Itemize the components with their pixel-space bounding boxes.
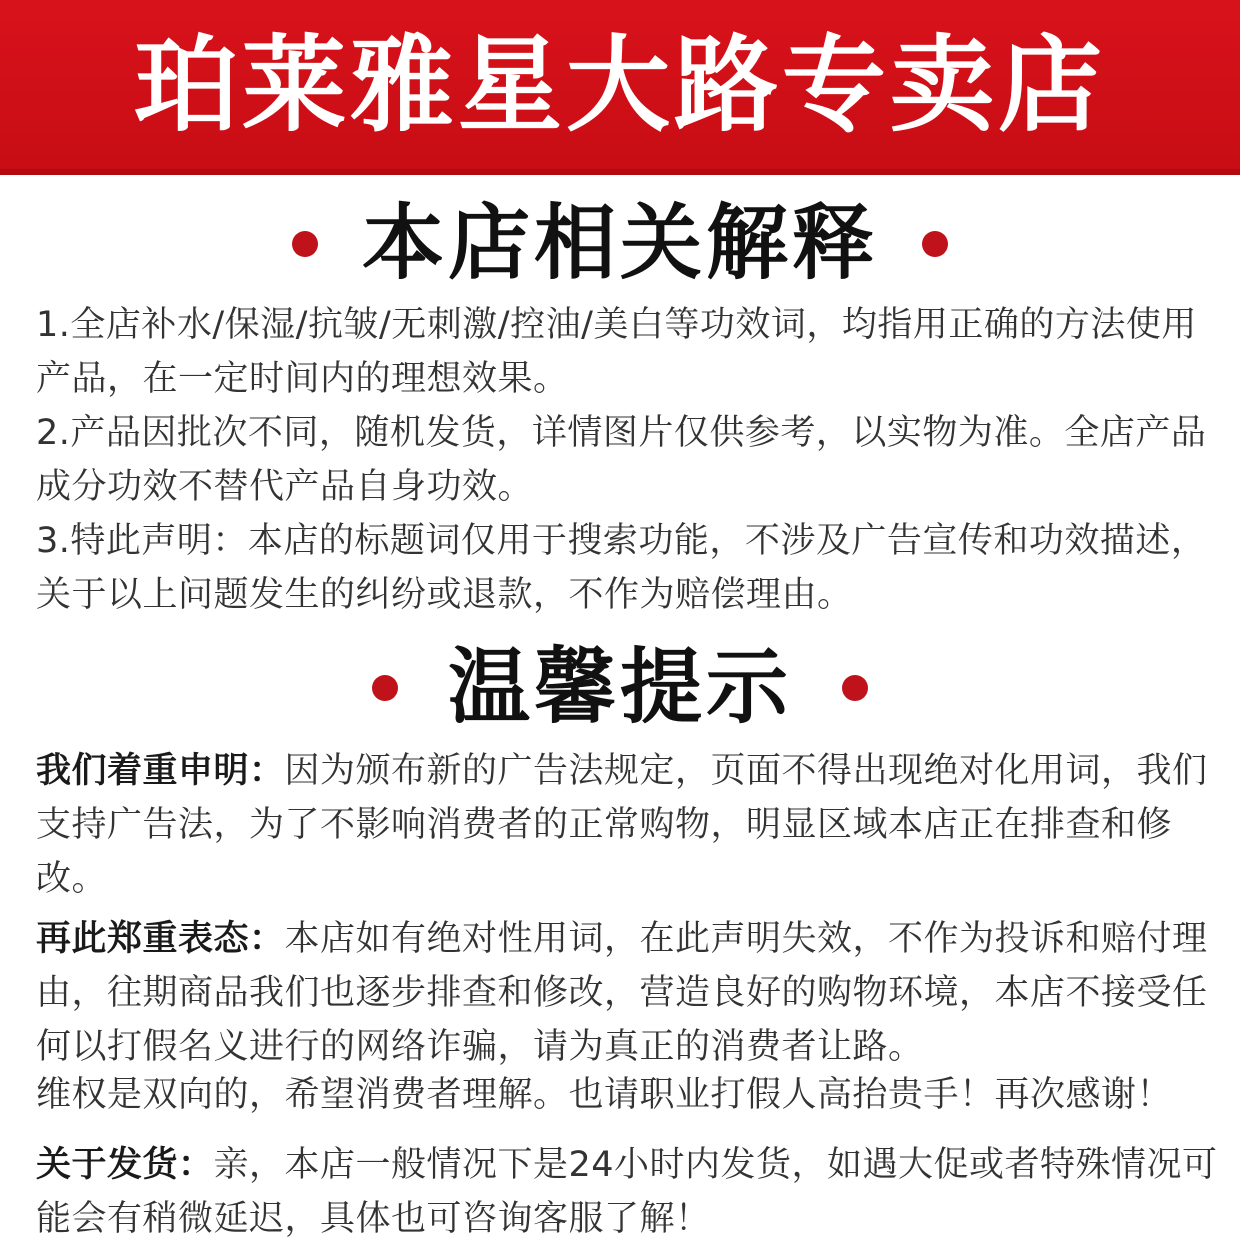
declaration-label: 再此郑重表态： — [36, 919, 285, 959]
appeal-paragraph: 维权是双向的，希望消费者理解。也请职业打假人高抬贵手！再次感谢！ — [36, 1075, 1173, 1115]
store-banner — [0, 0, 1240, 175]
explanation-item-1: 1.全店补水/保湿/抗皱/无刺激/控油/美白等功效词，均指用正确的方法使用产品，在一定时间内的理想效果。 — [36, 305, 1197, 399]
store-title: 珀莱雅星大路专卖店 — [133, 23, 1106, 146]
statement-paragraph — [36, 744, 1226, 906]
shipping-text: 亲，本店一般情况下是24小时内发货，如遇大促或者特殊情况可能会有稍微延迟，具体也可咨询客服了解！ — [36, 1145, 1218, 1239]
section-heading-explanation — [0, 198, 1240, 290]
section-title: 本店相关解释 — [361, 196, 878, 291]
section-heading-tips — [0, 642, 1240, 734]
bullet-dot-icon — [292, 231, 318, 257]
statement-text: 因为颁布新的广告法规定，页面不得出现绝对化用词，我们支持广告法，为了不影响消费者的正常购物，明显区域本店正在排查和修改。 — [36, 751, 1208, 899]
statement-label: 我们着重申明： — [36, 751, 285, 791]
bullet-dot-icon — [372, 675, 398, 701]
section-title: 温馨提示 — [447, 640, 792, 735]
declaration-paragraph — [36, 912, 1226, 1074]
explanation-item-2: 2.产品因批次不同，随机发货，详情图片仅供参考，以实物为准。全店产品成分功效不替代产品自身功效。 — [36, 413, 1207, 507]
bullet-dot-icon — [842, 675, 868, 701]
shipping-paragraph — [36, 1138, 1226, 1246]
bullet-dot-icon — [922, 231, 948, 257]
declaration-text: 本店如有绝对性用词，在此声明失效，不作为投诉和赔付理由，往期商品我们也逐步排查和修改，营造良好的购物环境，本店不接受任何以打假名义进行的网络诈骗，请为真正的消费者让路。 — [36, 919, 1208, 1067]
shipping-label: 关于发货： — [36, 1145, 214, 1185]
explanation-item-3: 3.特此声明：本店的标题词仅用于搜索功能，不涉及广告宣传和功效描述，关于以上问题发生的纠纷或退款，不作为赔偿理由。 — [36, 521, 1207, 615]
